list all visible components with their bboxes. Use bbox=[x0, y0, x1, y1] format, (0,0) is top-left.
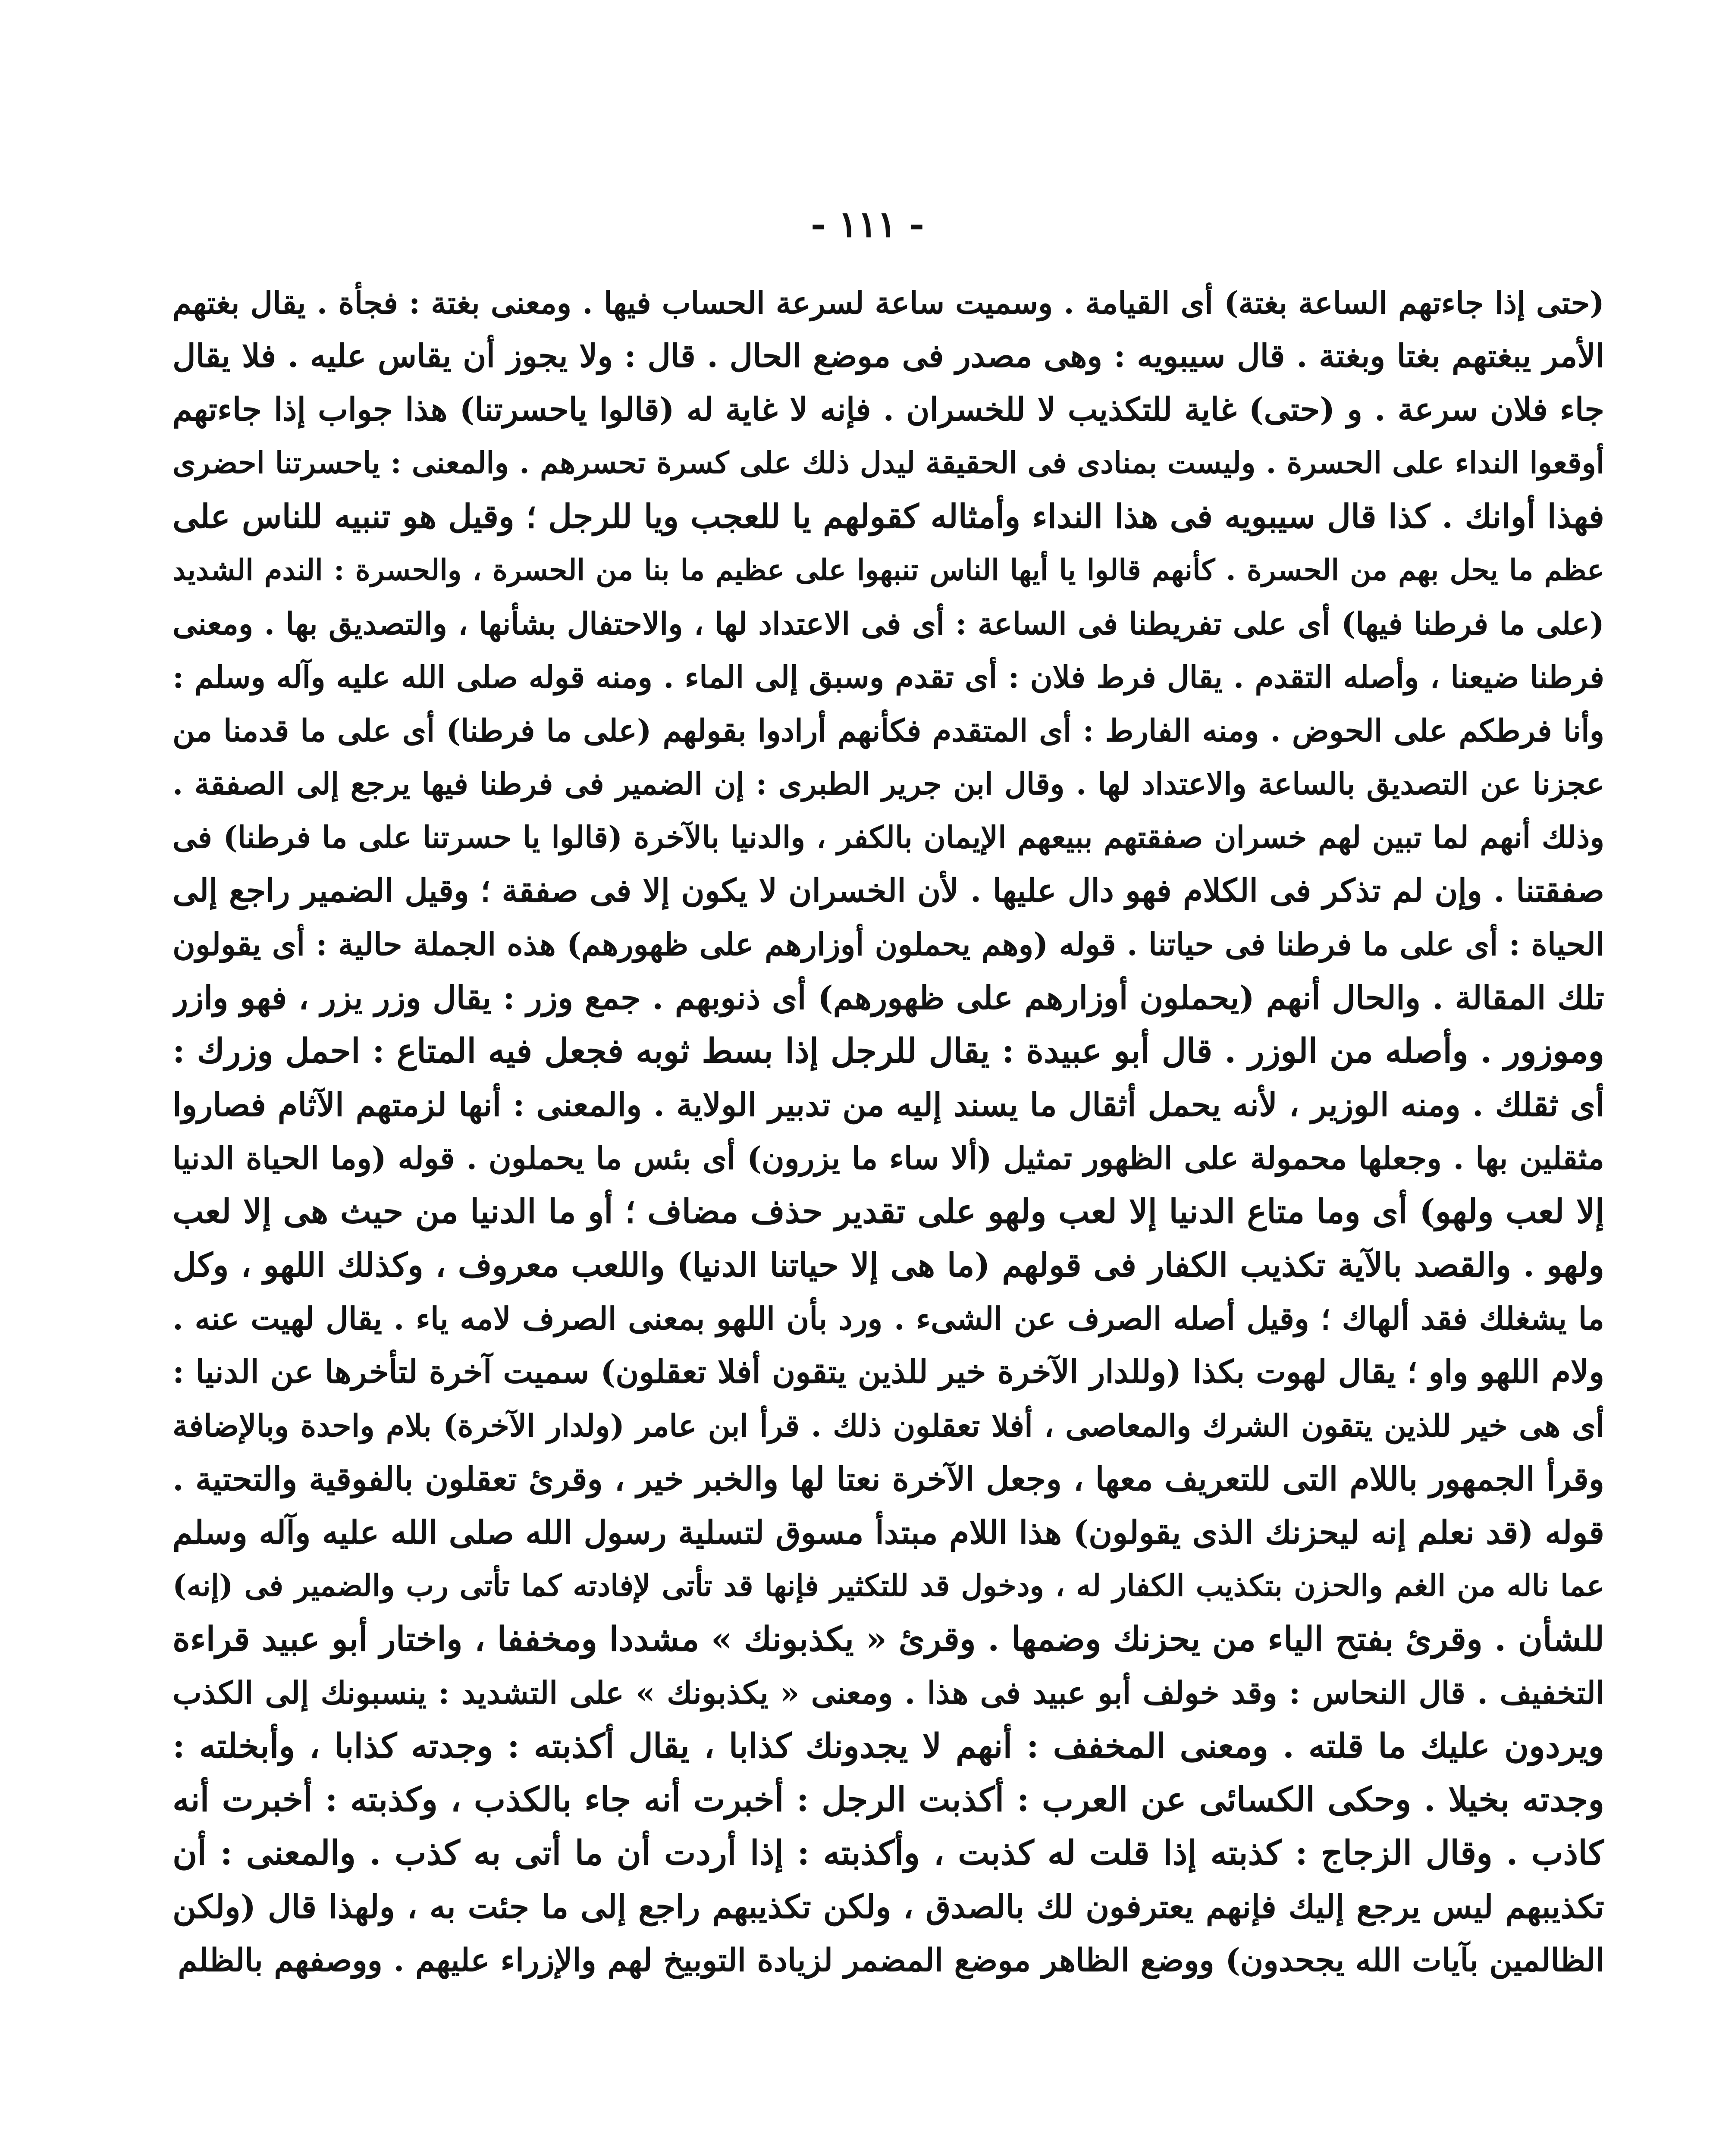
text-line: وذلك أنهم لما تبين لهم خسران صفقتهم ببيعهم الإيمان بالكفر ، والدنيا بالآخرة (قالوا يا حسرتنا على ما فرطنا) فى bbox=[173, 819, 1604, 855]
text-line: أوقعوا النداء على الحسرة . وليست بمنادى فى الحقيقة ليدل ذلك على كسرة تحسرهم . والمعنى : ياحسرتنا احضرى bbox=[173, 445, 1604, 480]
text-line: عجزنا عن التصديق بالساعة والاعتداد لها . وقال ابن جرير الطبرى : إن الضمير فى فرطنا فيها يرجع إلى الصفقة . bbox=[173, 766, 1604, 802]
text-line: (حتى إذا جاءتهم الساعة بغتة) أى القيامة . وسميت ساعة لسرعة الحساب فيها . ومعنى بغتة : فجأة . يقال بغتهم bbox=[173, 285, 1604, 321]
text-line: صفقتنا . وإن لم تذكر فى الكلام فهو دال عليها . لأن الخسران لا يكون إلا فى صفقة ؛ وقيل الضمير راجع إلى bbox=[173, 872, 1604, 909]
text-line: تلك المقالة . والحال أنهم (يحملون أوزارهم على ظهورهم) أى ذنوبهم . جمع وزر : يقال وزر يزر ، فهو وازر bbox=[173, 979, 1604, 1017]
text-line: الأمر يبغتهم بغتا وبغتة . قال سيبويه : وهى مصدر فى موضع الحال . قال : ولا يجوز أن يقاس عليه . فلا يقال bbox=[173, 338, 1604, 375]
text-line: قوله (قد نعلم إنه ليحزنك الذى يقولون) هذا اللام مبتدأ مسوق لتسلية رسول الله صلى الله عليه وآله وسلم bbox=[173, 1514, 1604, 1551]
text-line: ولام اللهو واو ؛ يقال لهوت بكذا (وللدار الآخرة خير للذين يتقون أفلا تعقلون) سميت آخرة لتأخرها عن الدنيا : bbox=[173, 1354, 1604, 1391]
text-line: كاذب . وقال الزجاج : كذبته إذا قلت له كذبت ، وأكذبته : إذا أردت أن ما أتى به كذب . والمعنى : أن bbox=[173, 1833, 1604, 1873]
text-line: إلا لعب ولهو) أى وما متاع الدنيا إلا لعب ولهو على تقدير حذف مضاف ؛ أو ما الدنيا من حيث هى إلا لعب bbox=[173, 1192, 1604, 1231]
text-line: وجدته بخيلا . وحكى الكسائى عن العرب : أكذبت الرجل : أخبرت أنه جاء بالكذب ، وكذبته : أخبرت أنه bbox=[173, 1780, 1604, 1819]
text-line: ولهو . والقصد بالآية تكذيب الكفار فى قولهم (ما هى إلا حياتنا الدنيا) واللعب معروف ، وكذلك اللهو ، وكل bbox=[173, 1246, 1604, 1284]
text-line: وقرأ الجمهور باللام التى للتعريف معها ، وجعل الآخرة نعتا لها والخبر خير ، وقرئ تعقلون بالفوقية والتحتية . bbox=[173, 1460, 1604, 1498]
text-line: فرطنا ضيعنا ، وأصله التقدم . يقال فرط فلان : أى تقدم وسبق إلى الماء . ومنه قوله صلى الله عليه وآله وسلم : bbox=[173, 659, 1604, 695]
text-line: وأنا فرطكم على الحوض . ومنه الفارط : أى المتقدم فكأنهم أرادوا بقولهم (على ما فرطنا) أى على ما قدمنا من bbox=[173, 712, 1604, 749]
text-line: عظم ما يحل بهم من الحسرة . كأنهم قالوا يا أيها الناس تنبهوا على عظيم ما بنا من الحسرة ، والحسرة : الندم الشديد bbox=[173, 553, 1604, 587]
text-line: التخفيف . قال النحاس : وقد خولف أبو عبيد فى هذا . ومعنى « يكذبونك » على التشديد : ينسبونك إلى الكذب bbox=[173, 1674, 1604, 1711]
text-line: للشأن . وقرئ بفتح الياء من يحزنك وضمها . وقرئ « يكذبونك » مشددا ومخففا ، واختار أبو عبيد قراءة bbox=[173, 1620, 1604, 1659]
text-line: (على ما فرطنا فيها) أى على تفريطنا فى الساعة : أى فى الاعتداد لها ، والاحتفال بشأنها ، والتصديق بها . ومعنى bbox=[173, 605, 1604, 642]
text-line: أى ثقلك . ومنه الوزير ، لأنه يحمل أثقال ما يسند إليه من تدبير الولاية . والمعنى : أنها لزمتهم الآثام فصاروا bbox=[173, 1086, 1604, 1124]
page-number: - ١١١ - bbox=[810, 203, 925, 245]
text-line: جاء فلان سرعة . و (حتى) غاية للتكذيب لا للخسران . فإنه لا غاية له (قالوا ياحسرتنا) هذا جواب إذا جاءتهم bbox=[173, 391, 1604, 428]
body-text bbox=[173, 276, 1604, 1987]
text-line: أى هى خير للذين يتقون الشرك والمعاصى ، أفلا تعقلون ذلك . قرأ ابن عامر (ولدار الآخرة) بلام واحدة وبالإضافة bbox=[173, 1407, 1604, 1444]
text-line: فهذا أوانك . كذا قال سيبويه فى هذا النداء وأمثاله كقولهم يا للعجب ويا للرجل ؛ وقيل هو تنبيه للناس على bbox=[173, 497, 1604, 536]
text-line: ويردون عليك ما قلته . ومعنى المخفف : أنهم لا يجدونك كذابا ، يقال أكذبته : وجدته كذابا ، وأبخلته : bbox=[173, 1727, 1604, 1766]
text-line: ما يشغلك فقد ألهاك ؛ وقيل أصله الصرف عن الشىء . ورد بأن اللهو بمعنى الصرف لامه ياء . يقال لهيت عنه . bbox=[173, 1300, 1604, 1337]
text-line: وموزور . وأصله من الوزر . قال أبو عبيدة : يقال للرجل إذا بسط ثوبه فجعل فيه المتاع : احمل وزرك : bbox=[173, 1031, 1604, 1071]
text-line: الظالمين بآيات الله يجحدون) ووضع الظاهر موضع المضمر لزيادة التوبيخ لهم والإزراء عليهم . ووصفهم بالظلم bbox=[178, 1942, 1604, 1979]
text-line: مثقلين بها . وجعلها محمولة على الظهور تمثيل (ألا ساء ما يزرون) أى بئس ما يحملون . قوله (وما الحياة الدنيا bbox=[173, 1140, 1604, 1176]
text-line: عما ناله من الغم والحزن بتكذيب الكفار له ، ودخول قد للتكثير فإنها قد تأتى لإفادته كما تأتى رب والضمير فى (إنه) bbox=[173, 1568, 1604, 1603]
text-line: الحياة : أى على ما فرطنا فى حياتنا . قوله (وهم يحملون أوزارهم على ظهورهم) هذه الجملة حالية : أى يقولون bbox=[173, 926, 1604, 962]
text-line: تكذيبهم ليس يرجع إليك فإنهم يعترفون لك بالصدق ، ولكن تكذيبهم راجع إلى ما جئت به ، ولهذا قال (ولكن bbox=[173, 1888, 1604, 1926]
